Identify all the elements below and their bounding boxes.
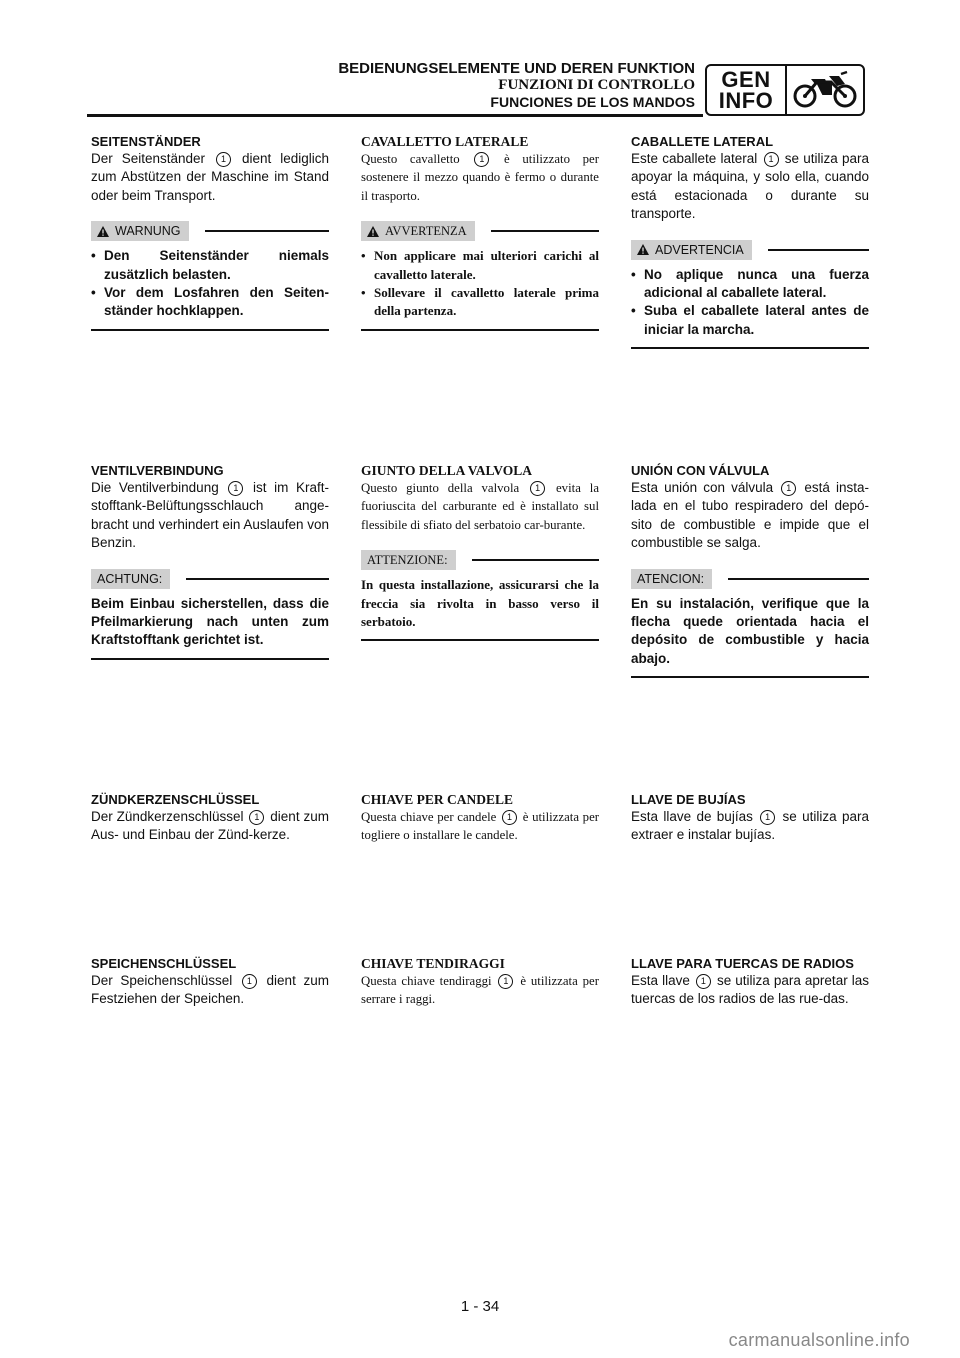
caution-body <box>361 576 599 641</box>
watermark: carmanualsonline.info <box>728 1330 910 1350</box>
callout-marker: 1 <box>502 810 517 825</box>
text-before: Esta unión con válvula <box>631 480 774 495</box>
section-title: LLAVE DE BUJÍAS <box>631 792 746 807</box>
section-text <box>91 479 329 553</box>
caution-label: ATTENZIONE: <box>367 553 448 568</box>
caution-badge <box>361 550 456 570</box>
section-title: UNIÓN CON VÁLVULA <box>631 463 770 478</box>
warning-badge <box>361 221 475 241</box>
text-after: è utilizzato per sostenere il mezzo quando è fermo o durante il trasporto. <box>361 152 599 203</box>
warning-header <box>631 240 869 260</box>
header-title-es: FUNCIONES DE LOS MANDOS <box>490 94 695 110</box>
warning-header <box>361 221 599 241</box>
caution-body <box>631 595 869 679</box>
text-after: dient lediglich zum Abstützen der Maschine im Stand oder beim Transport. <box>91 151 329 203</box>
warning-bullet: • Suba el caballete lateral antes de iniciar la marcha. <box>631 302 869 339</box>
section-title: CHIAVE PER CANDELE <box>361 792 514 807</box>
section-title: SEITENSTÄNDER <box>91 134 201 149</box>
warning-bullet: • Vor dem Losfahren den Seiten-ständer hochklappen. <box>91 284 329 321</box>
text-after: ist im Kraft-stofftank-Belüftungsschlauch ange-bracht und verhindert ein Auslaufen von Benzin. <box>91 480 329 551</box>
caution-label: ACHTUNG: <box>97 571 163 586</box>
section-text <box>631 479 869 553</box>
note-rule <box>205 230 329 232</box>
warning-bullet: • Den Seitenständer niemals zusätzlich belasten. <box>91 247 329 284</box>
caution-label: ATENCION: <box>637 571 705 586</box>
section-text <box>631 808 869 845</box>
section-title: CHIAVE TENDIRAGGI <box>361 956 505 971</box>
section-text <box>361 479 599 534</box>
callout-marker: 1 <box>228 481 243 496</box>
text-after: se utiliza para extraer e instalar bujías. <box>631 809 869 843</box>
callout-marker: 1 <box>249 810 264 825</box>
text-before: Der Speichenschlüssel <box>91 973 233 988</box>
warning-body <box>631 266 869 350</box>
section-title: VENTILVERBINDUNG <box>91 463 224 478</box>
warning-triangle-icon <box>97 226 109 237</box>
note-rule <box>186 578 329 580</box>
caution-text: En su instalación, verifique que la flecha quede orientada hacia el depósito de combustible y hacia abajo. <box>631 595 869 666</box>
warning-header <box>91 221 329 241</box>
callout-marker: 1 <box>474 152 489 167</box>
caution-badge <box>91 569 170 589</box>
text-after: se utiliza para apretar las tuercas de los radios de las rue-das. <box>631 973 870 1007</box>
callout-marker: 1 <box>498 974 513 989</box>
text-before: Questa chiave per candele <box>361 810 497 824</box>
section-text <box>631 150 869 224</box>
text-after: se utiliza para apoyar la máquina, y solo ella, cuando está estacionada o durante su transporte. <box>631 151 869 222</box>
text-after: está insta-lada en el tubo respiradero del depó-sito de combustible e impide que el combustible se salga. <box>631 480 869 551</box>
callout-marker: 1 <box>216 152 231 167</box>
page-number: 1 - 34 <box>460 1298 500 1315</box>
text-before: Questo cavalletto <box>361 152 460 166</box>
section-text <box>91 150 329 205</box>
section-plug-wrench-es <box>631 791 869 845</box>
motorcycle-icon <box>787 66 863 114</box>
section-spoke-wrench-de <box>91 955 329 1009</box>
text-after: dient zum Aus- und Einbau der Zünd-kerze. <box>91 809 329 843</box>
caution-text: In questa installazione, assicurarsi che la freccia sia rivolta in basso verso il serbatoio. <box>361 577 599 630</box>
note-rule <box>728 578 869 580</box>
section-plug-wrench-de <box>91 791 329 845</box>
section-text <box>361 808 599 845</box>
badge-label-line1: GEN <box>721 67 771 92</box>
section-spoke-wrench-es <box>631 955 869 1009</box>
warning-bullet: • Non applicare mai ulteriori carichi al cavalletto laterale. <box>361 247 599 284</box>
section-text <box>361 150 599 205</box>
warning-triangle-icon <box>637 244 649 255</box>
section-text <box>91 972 329 1009</box>
warning-label: ADVERTENCIA <box>655 242 744 257</box>
callout-marker: 1 <box>781 481 796 496</box>
warning-triangle-icon <box>367 226 379 237</box>
section-title: GIUNTO DELLA VALVOLA <box>361 463 533 478</box>
note-rule <box>768 249 869 251</box>
section-title: SPEICHENSCHLÜSSEL <box>91 956 237 971</box>
warning-body <box>91 247 329 331</box>
section-plug-wrench-it <box>361 791 599 845</box>
caution-badge <box>631 569 712 589</box>
section-side-stand-it <box>361 133 599 331</box>
text-before: Esta llave <box>631 973 690 988</box>
callout-marker: 1 <box>242 974 257 989</box>
callout-marker: 1 <box>696 974 711 989</box>
section-valve-joint-de <box>91 462 329 660</box>
text-before: Este caballete lateral <box>631 151 758 166</box>
text-after: evita la fuoriuscita del carburante ed è installato sul flessibile di sfiato del serbatoio car-burante. <box>361 481 600 532</box>
note-rule <box>472 559 599 561</box>
text-before: Die Ventilverbindung <box>91 480 219 495</box>
section-side-stand-de <box>91 133 329 331</box>
section-title: CAVALLETTO LATERALE <box>361 134 529 149</box>
header-rule <box>87 114 703 117</box>
section-valve-joint-es <box>631 462 869 678</box>
badge-label-line2: INFO <box>718 88 774 113</box>
callout-marker: 1 <box>760 810 775 825</box>
header-title-de: BEDIENUNGSELEMENTE UND DEREN FUNKTION <box>338 60 695 77</box>
note-rule <box>491 230 599 232</box>
caution-header <box>91 569 329 589</box>
warning-label: WARNUNG <box>115 224 181 239</box>
section-text <box>91 808 329 845</box>
text-before: Questo giunto della valvola <box>361 481 520 495</box>
text-before: Questa chiave tendiraggi <box>361 974 492 988</box>
text-before: Der Seitenständer <box>91 151 206 166</box>
warning-bullet: • Sollevare il cavalletto laterale prima della partenza. <box>361 284 599 321</box>
section-title: CABALLETE LATERAL <box>631 134 774 149</box>
section-text <box>361 972 599 1009</box>
warning-label: AVVERTENZA <box>385 224 467 239</box>
warning-body <box>361 247 599 331</box>
caution-body <box>91 595 329 660</box>
text-after: è utilizzata per serrare i raggi. <box>361 974 599 1007</box>
warning-badge <box>631 240 752 260</box>
caution-header <box>631 569 869 589</box>
callout-marker: 1 <box>764 152 779 167</box>
page-header-titles <box>338 60 695 111</box>
section-title: ZÜNDKERZENSCHLÜSSEL <box>91 792 260 807</box>
section-spoke-wrench-it <box>361 955 599 1009</box>
section-text <box>631 972 869 1009</box>
header-title-it: FUNZIONI DI CONTROLLO <box>498 77 695 93</box>
section-valve-joint-it <box>361 462 599 641</box>
caution-text: Beim Einbau sicherstellen, dass die Pfeilmarkierung nach unten zum Kraftstofftank gerichtet ist. <box>91 595 329 648</box>
callout-marker: 1 <box>530 481 545 496</box>
warning-badge <box>91 221 189 241</box>
badge-label <box>707 66 787 114</box>
text-before: Der Zündkerzenschlüssel <box>91 809 244 824</box>
gen-info-badge <box>705 64 865 116</box>
warning-bullet: • No aplique nunca una fuerza adicional al caballete lateral. <box>631 266 869 303</box>
caution-header <box>361 550 599 570</box>
text-before: Esta llave de bujías <box>631 809 753 824</box>
text-after: dient zum Festziehen der Speichen. <box>91 973 329 1007</box>
text-after: è utilizzata per togliere o installare le candele. <box>361 810 600 843</box>
section-title: LLAVE PARA TUERCAS DE RADIOS <box>631 956 854 971</box>
section-side-stand-es <box>631 133 869 349</box>
